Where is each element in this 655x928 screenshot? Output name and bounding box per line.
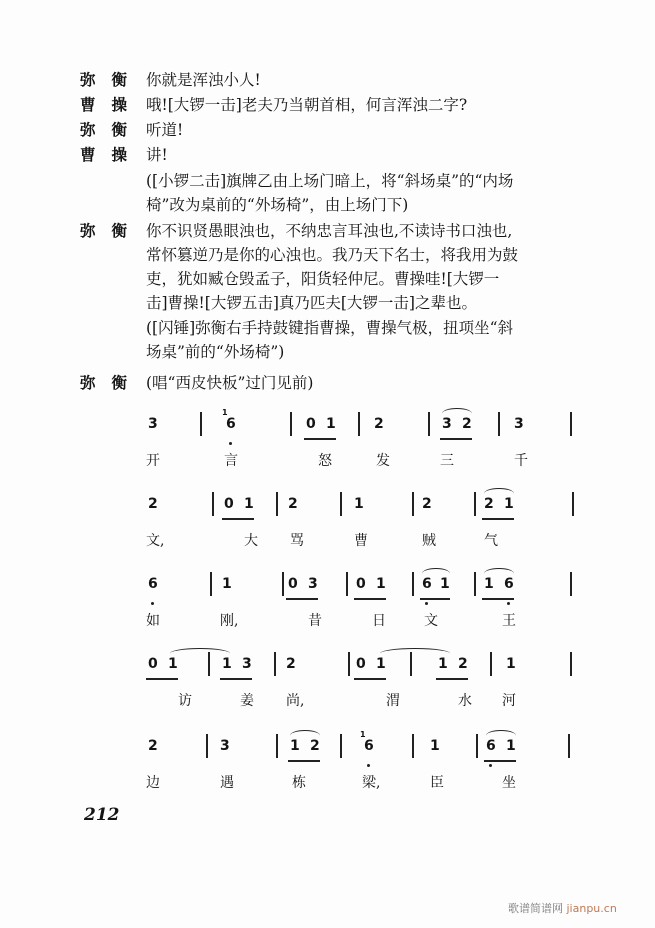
score-line bbox=[140, 730, 580, 800]
lyric: 气 bbox=[484, 533, 498, 549]
lyric: 栋 bbox=[292, 775, 306, 791]
beam-underline bbox=[482, 518, 514, 520]
slur-arc bbox=[290, 730, 320, 741]
slur-arc bbox=[422, 568, 450, 579]
note: 1 bbox=[506, 656, 516, 672]
note: 0 bbox=[306, 416, 316, 432]
note: 2 bbox=[458, 656, 468, 672]
lyric: 尚, bbox=[286, 693, 305, 709]
note: 1 bbox=[222, 656, 232, 672]
note: 3 bbox=[308, 576, 318, 592]
beam-underline bbox=[436, 678, 468, 680]
note: 0 bbox=[356, 576, 366, 592]
lyric: 文, bbox=[146, 533, 165, 549]
beam-underline bbox=[220, 678, 252, 680]
dialogue-text: 常怀篡逆乃是你的心浊也。我乃天下名士，将我用为鼓 bbox=[146, 246, 519, 264]
note: 0 bbox=[356, 656, 366, 672]
lyric: 坐 bbox=[502, 775, 516, 791]
note: 6 bbox=[364, 738, 374, 754]
note: 0 bbox=[148, 656, 158, 672]
note: 1 bbox=[222, 576, 232, 592]
bar-line bbox=[412, 492, 414, 516]
beam-underline bbox=[440, 438, 472, 440]
note: 1 bbox=[290, 738, 300, 754]
bar-line bbox=[570, 652, 572, 676]
bar-line bbox=[276, 734, 278, 758]
low-octave-dot bbox=[367, 764, 370, 767]
note: 3 bbox=[514, 416, 524, 432]
bar-line bbox=[290, 412, 292, 436]
dialogue-text: 你就是浑浊小人! bbox=[146, 71, 261, 89]
score-line bbox=[140, 648, 580, 718]
lyric: 河 bbox=[502, 693, 516, 709]
bar-line bbox=[346, 572, 348, 596]
slur-arc bbox=[380, 648, 450, 659]
bar-line bbox=[498, 412, 500, 436]
bar-line bbox=[358, 412, 360, 436]
low-octave-dot bbox=[489, 764, 492, 767]
beam-underline bbox=[484, 760, 516, 762]
lyric: 如 bbox=[146, 613, 160, 629]
lyric: 姜 bbox=[240, 693, 254, 709]
speaker-name: 弥衡 bbox=[80, 120, 144, 139]
slur-arc bbox=[442, 408, 472, 419]
bar-line bbox=[490, 652, 492, 676]
bar-line bbox=[276, 492, 278, 516]
note: 1 bbox=[168, 656, 178, 672]
low-octave-dot bbox=[425, 602, 428, 605]
lyric: 大 bbox=[244, 533, 258, 549]
note: 1 bbox=[244, 496, 254, 512]
lyric: 开 bbox=[146, 453, 160, 469]
bar-line bbox=[570, 572, 572, 596]
lyric: 贼 bbox=[422, 533, 436, 549]
lyric: 边 bbox=[146, 775, 160, 791]
note: 2 bbox=[148, 496, 158, 512]
stage-direction: 椅”改为桌前的“外场椅”，由上场门下) bbox=[146, 196, 409, 214]
note: 1 bbox=[440, 576, 450, 592]
score-line bbox=[140, 568, 580, 638]
bar-line bbox=[210, 572, 212, 596]
low-octave-dot bbox=[229, 442, 232, 445]
slur-arc bbox=[484, 488, 514, 499]
slur-arc bbox=[486, 730, 516, 741]
lyric: 遇 bbox=[220, 775, 234, 791]
slur-arc bbox=[484, 568, 514, 579]
note: 1 bbox=[484, 576, 494, 592]
note: 0 bbox=[224, 496, 234, 512]
note: 1 bbox=[326, 416, 336, 432]
lyric: 文 bbox=[424, 613, 438, 629]
note: 3 bbox=[148, 416, 158, 432]
note: 1 bbox=[376, 576, 386, 592]
bar-line bbox=[572, 492, 574, 516]
slur-arc bbox=[170, 648, 230, 659]
beam-underline bbox=[354, 678, 386, 680]
lyric: 访 bbox=[178, 693, 192, 709]
speaker-name: 曹操 bbox=[80, 145, 144, 164]
grace-note: 1 bbox=[360, 730, 366, 739]
low-octave-dot bbox=[507, 602, 510, 605]
beam-underline bbox=[146, 678, 178, 680]
beam-underline bbox=[354, 598, 386, 600]
speaker-name: 曹操 bbox=[80, 95, 144, 114]
bar-line bbox=[568, 734, 570, 758]
beam-underline bbox=[482, 598, 514, 600]
lyric: 怒 bbox=[318, 453, 332, 469]
note: 1 bbox=[430, 738, 440, 754]
note: 3 bbox=[242, 656, 252, 672]
note: 1 bbox=[504, 496, 514, 512]
lyric: 曹 bbox=[354, 533, 368, 549]
note: 6 bbox=[226, 416, 236, 432]
note: 2 bbox=[286, 656, 296, 672]
speaker-name: 弥衡 bbox=[80, 221, 144, 240]
note: 6 bbox=[486, 738, 496, 754]
bar-line bbox=[348, 652, 350, 676]
note: 2 bbox=[422, 496, 432, 512]
beam-underline bbox=[286, 598, 318, 600]
note: 2 bbox=[310, 738, 320, 754]
lyric: 臣 bbox=[430, 775, 444, 791]
singing-direction: (唱“西皮快板”过门见前) bbox=[146, 374, 314, 392]
score-line bbox=[140, 488, 580, 558]
bar-line bbox=[412, 572, 414, 596]
dialogue-text: 听道! bbox=[146, 121, 184, 139]
note: 1 bbox=[376, 656, 386, 672]
note: 2 bbox=[462, 416, 472, 432]
stage-direction: ([闪锤]弥衡右手持鼓键指曹操，曹操气极，扭项坐“斜 bbox=[146, 319, 514, 337]
note: 6 bbox=[422, 576, 432, 592]
bar-line bbox=[206, 734, 208, 758]
note: 3 bbox=[442, 416, 452, 432]
lyric: 骂 bbox=[290, 533, 304, 549]
lyric: 梁, bbox=[362, 775, 381, 791]
bar-line bbox=[474, 492, 476, 516]
note: 6 bbox=[504, 576, 514, 592]
lyric: 昔 bbox=[308, 613, 322, 629]
low-octave-dot bbox=[151, 602, 154, 605]
note: 6 bbox=[148, 576, 158, 592]
stage-direction: 场桌”前的“外场椅”) bbox=[146, 343, 285, 361]
score-line bbox=[140, 408, 580, 478]
lyric: 发 bbox=[376, 453, 390, 469]
bar-line bbox=[212, 492, 214, 516]
beam-underline bbox=[420, 598, 450, 600]
note: 2 bbox=[288, 496, 298, 512]
note: 2 bbox=[484, 496, 494, 512]
dialogue-text: 吏，犹如臧仓毁孟子，阳货轻仲尼。曹操哇![大锣一 bbox=[146, 270, 500, 288]
bar-line bbox=[428, 412, 430, 436]
lyric: 王 bbox=[502, 613, 516, 629]
lyric: 渭 bbox=[386, 693, 400, 709]
bar-line bbox=[476, 734, 478, 758]
speaker-name: 弥衡 bbox=[80, 70, 144, 89]
page-number: 212 bbox=[84, 805, 120, 825]
lyric: 水 bbox=[458, 693, 472, 709]
lyric: 刚, bbox=[220, 613, 239, 629]
note: 1 bbox=[354, 496, 364, 512]
speaker-name: 弥衡 bbox=[80, 373, 144, 392]
bar-line bbox=[282, 572, 284, 596]
bar-line bbox=[412, 734, 414, 758]
bar-line bbox=[274, 652, 276, 676]
dialogue-text: 讲! bbox=[146, 146, 168, 164]
bar-line bbox=[474, 572, 476, 596]
note: 1 bbox=[438, 656, 448, 672]
bar-line bbox=[200, 412, 202, 436]
bar-line bbox=[570, 412, 572, 436]
beam-underline bbox=[304, 438, 336, 440]
note: 2 bbox=[374, 416, 384, 432]
note: 3 bbox=[220, 738, 230, 754]
note: 1 bbox=[506, 738, 516, 754]
lyric: 三 bbox=[440, 453, 454, 469]
dialogue-text: 你不识贤愚眼浊也，不纳忠言耳浊也,不读诗书口浊也, bbox=[146, 222, 513, 240]
lyric: 日 bbox=[372, 613, 386, 629]
lyric: 言 bbox=[224, 453, 238, 469]
note: 0 bbox=[288, 576, 298, 592]
bar-line bbox=[340, 734, 342, 758]
beam-underline bbox=[288, 760, 320, 762]
grace-note: 1 bbox=[222, 408, 228, 417]
beam-underline bbox=[222, 518, 254, 520]
lyric: 千 bbox=[514, 453, 528, 469]
note: 2 bbox=[148, 738, 158, 754]
stage-direction: ([小锣二击]旗牌乙由上场门暗上，将“斜场桌”的“内场 bbox=[146, 172, 514, 190]
dialogue-text: 哦![大锣一击]老夫乃当朝首相，何言浑浊二字? bbox=[146, 96, 468, 114]
bar-line bbox=[340, 492, 342, 516]
dialogue-text: 击]曹操![大锣五击]真乃匹夫[大锣一击]之辈也。 bbox=[146, 294, 477, 312]
watermark: 歌谱简谱网 jianpu.cn bbox=[508, 902, 617, 915]
